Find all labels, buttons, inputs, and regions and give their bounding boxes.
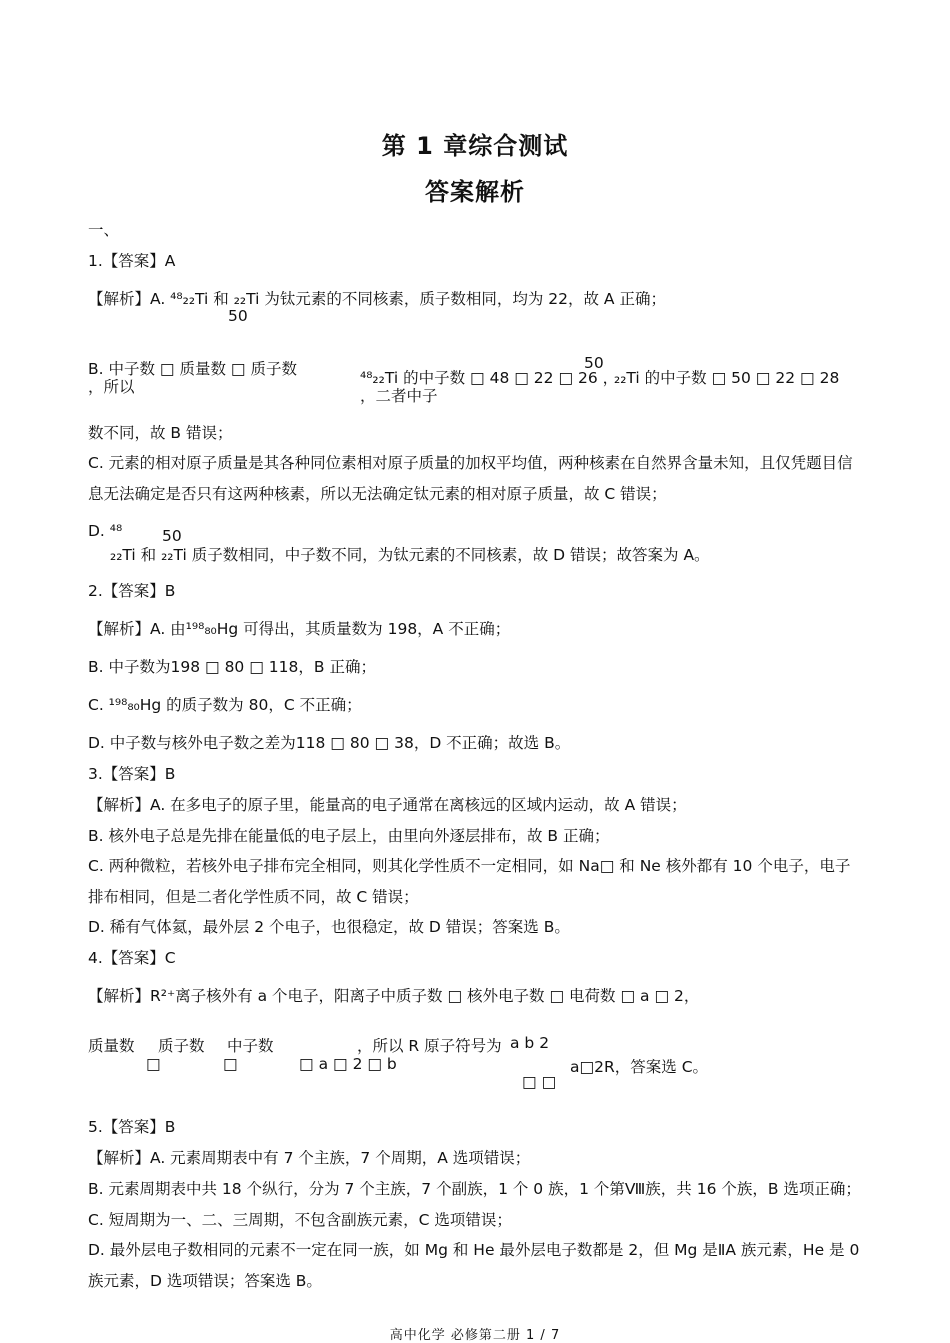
q2-analysis-c: C. ¹⁹⁸₈₀Hg 的质子数为 80，C 不正确； xyxy=(88,696,362,714)
q1-a-superscript: 50 xyxy=(228,307,248,325)
q5-analysis-a: 【解析】A. 元素周期表中有 7 个主族，7 个周期，A 选项错误； xyxy=(88,1149,531,1167)
q1-b-left-1: B. 中子数 □ 质量数 □ 质子数 xyxy=(88,360,297,378)
q2-analysis-b: B. 中子数为198 □ 80 □ 118，B 正确； xyxy=(88,658,376,676)
page-title: 第 1 章综合测试 xyxy=(381,132,569,160)
q4-proton-number-label: 质子数 xyxy=(158,1037,205,1055)
q4-mass-number-label: 质量数 xyxy=(88,1037,135,1055)
q1-analysis-d: ₂₂Ti 和 ₂₂Ti 质子数相同，中子数不同，为钛元素的不同核素，故 D 错误；故答案为 A。 xyxy=(110,546,710,564)
q2-analysis-d: D. 中子数与核外电子数之差为118 □ 80 □ 38，D 不正确；故选 B。 xyxy=(88,734,571,752)
q4-analysis-a: 【解析】R²⁺离子核外有 a 个电子，阳离子中质子数 □ 核外电子数 □ 电荷数 □ a □ 2， xyxy=(88,987,700,1005)
q4-neutron-expression: □ a □ 2 □ b xyxy=(299,1055,397,1073)
q2-analysis-a: 【解析】A. 由¹⁹⁸₈₀Hg 可得出，其质量数为 198，A 不正确； xyxy=(88,620,511,638)
q1-analysis-c: C. 元素的相对原子质量是其各种同位素相对原子质量的加权平均值，两种核素在自然界含量未知，且仅凭题目信息无法确定是否只有这两种核素，所以无法确定钛元素的相对原子质量，故 C 错误； xyxy=(88,454,853,503)
q3-analysis-d: D. 稀有气体氦，最外层 2 个电子，也很稳定，故 D 错误；答案选 B。 xyxy=(88,918,570,936)
q1-b-continued: 数不同，故 B 错误； xyxy=(88,424,233,442)
q4-answer: 4.【答案】C xyxy=(88,949,176,967)
q4-neutron-number-label: 中子数 xyxy=(227,1037,274,1055)
q4-equals-2: □ xyxy=(223,1055,238,1073)
q1-b-superscript: 50 xyxy=(584,354,604,372)
q5-analysis-d: D. 最外层电子数相同的元素不一定在同一族，如 Mg 和 He 最外层电子数都是 2，但 Mg 是ⅡA 族元素，He 是 0 族元素，D 选项错误；答案选 B。 xyxy=(88,1241,860,1290)
page-subtitle: 答案解析 xyxy=(425,178,525,206)
q1-d-prefix: D. ⁴⁸ xyxy=(88,522,123,540)
q3-answer: 3.【答案】B xyxy=(88,765,176,783)
q4-symbol-conclusion: a□2R，答案选 C。 xyxy=(570,1058,709,1076)
q3-analysis-a: 【解析】A. 在多电子的原子里，能量高的电子通常在离核远的区域内运动，故 A 错误； xyxy=(88,796,687,814)
q2-answer: 2.【答案】B xyxy=(88,582,176,600)
q4-symbol-intro: ，所以 R 原子符号为 xyxy=(357,1037,502,1055)
q5-analysis-c: C. 短周期为一、二、三周期，不包含副族元素，C 选项错误； xyxy=(88,1211,512,1229)
q3-analysis-b: B. 核外电子总是先排在能量低的电子层上，由里向外逐层排布，故 B 正确； xyxy=(88,827,610,845)
q1-analysis-a: 【解析】A. ⁴⁸₂₂Ti 和 ₂₂Ti 为钛元素的不同核素，质子数相同，均为 22，故 A 正确； xyxy=(88,290,666,308)
page-footer: 高中化学 必修第二册 1 / 7 xyxy=(389,1328,561,1343)
q1-b-tail: ，二者中子 xyxy=(360,387,438,405)
q4-symbol-subscript: □ □ xyxy=(522,1073,557,1091)
q1-b-right: ₂₂Ti 的中子数 □ 50 □ 22 □ 28 xyxy=(614,369,840,387)
q5-analysis-b: B. 元素周期表中共 18 个纵行，分为 7 个主族，7 个副族，1 个 0 族，1 个第Ⅷ族，共 16 个族，B 选项正确； xyxy=(88,1180,861,1198)
q1-answer: 1.【答案】A xyxy=(88,252,176,270)
q5-answer: 5.【答案】B xyxy=(88,1118,176,1136)
q4-equals-1: □ xyxy=(146,1055,161,1073)
q1-b-mid: ⁴⁸₂₂Ti 的中子数 □ 48 □ 22 □ 26 ， xyxy=(360,369,619,387)
section-heading: 一、 xyxy=(88,221,120,239)
q1-b-left-2: ，所以 xyxy=(88,378,135,396)
q3-analysis-c: C. 两种微粒，若核外电子排布完全相同，则其化学性质不一定相同，如 Na□ 和 Ne 核外都有 10 个电子，电子排布相同，但是二者化学性质不同，故 C 错误； xyxy=(88,857,851,906)
q4-symbol-superscript: a b 2 xyxy=(510,1034,550,1052)
q1-d-superscript: 50 xyxy=(162,527,182,545)
